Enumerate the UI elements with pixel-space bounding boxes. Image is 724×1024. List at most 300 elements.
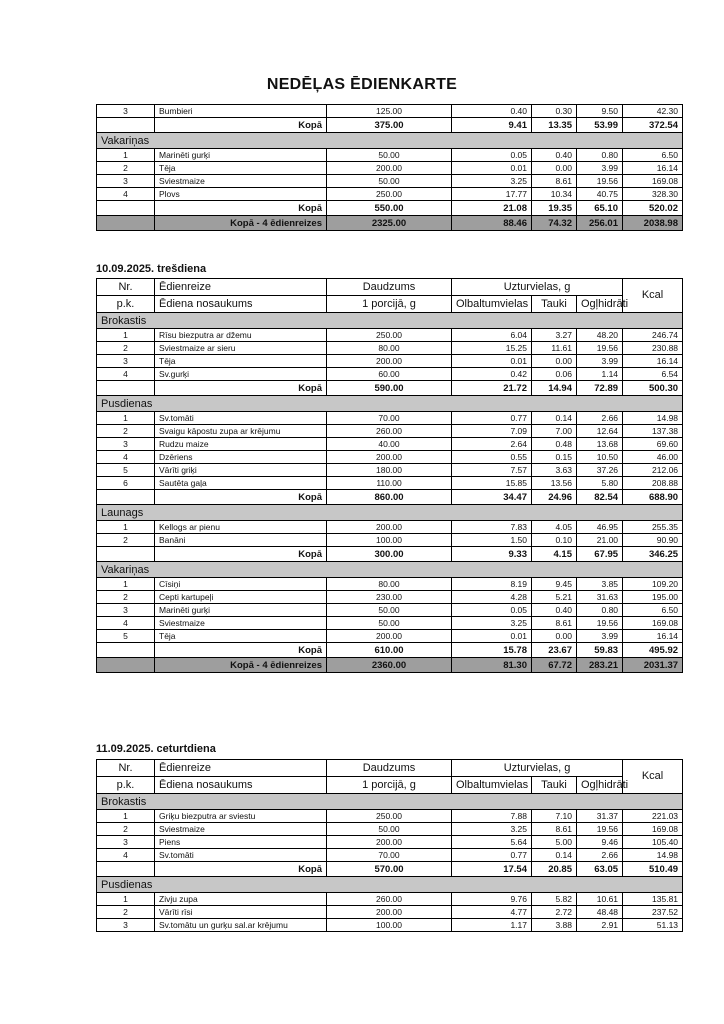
item-protein: 4.77 xyxy=(452,906,532,919)
total-protein: 81.30 xyxy=(452,658,532,673)
item-protein: 7.57 xyxy=(452,464,532,477)
day-heading: 10.09.2025. trešdiena xyxy=(96,263,207,275)
table-row xyxy=(97,149,683,162)
item-carbs: 2.91 xyxy=(577,919,623,932)
item-nr: 5 xyxy=(97,630,155,643)
item-quantity: 60.00 xyxy=(327,368,452,381)
total-row xyxy=(97,118,683,133)
item-name: Zivju zupa xyxy=(155,893,327,906)
menu-table-day xyxy=(96,278,683,673)
item-fat: 0.14 xyxy=(532,849,577,862)
item-fat: 4.05 xyxy=(532,521,577,534)
item-name: Sautēta gaļa xyxy=(155,477,327,490)
item-fat: 0.14 xyxy=(532,412,577,425)
total-kcal: 510.49 xyxy=(623,862,683,877)
header-uzturvielas: Uzturvielas, g xyxy=(452,760,623,777)
item-protein: 17.77 xyxy=(452,188,532,201)
item-quantity: 50.00 xyxy=(327,175,452,188)
total-kcal: 688.90 xyxy=(623,490,683,505)
item-name: Sviestmaize ar sieru xyxy=(155,342,327,355)
item-quantity: 200.00 xyxy=(327,162,452,175)
item-kcal: 221.03 xyxy=(623,810,683,823)
item-nr: 1 xyxy=(97,810,155,823)
item-name: Tēja xyxy=(155,162,327,175)
item-fat: 0.48 xyxy=(532,438,577,451)
total-protein: 15.78 xyxy=(452,643,532,658)
item-nr: 2 xyxy=(97,823,155,836)
meal-section-name: Brokastis xyxy=(97,313,683,329)
header-nr: Nr. xyxy=(97,279,155,296)
total-fat: 19.35 xyxy=(532,201,577,216)
item-kcal: 16.14 xyxy=(623,630,683,643)
item-carbs: 13.68 xyxy=(577,438,623,451)
item-nr: 2 xyxy=(97,906,155,919)
item-kcal: 169.08 xyxy=(623,175,683,188)
item-name: Sv.gurķi xyxy=(155,368,327,381)
item-kcal: 14.98 xyxy=(623,849,683,862)
item-kcal: 212.06 xyxy=(623,464,683,477)
item-quantity: 70.00 xyxy=(327,849,452,862)
item-quantity: 50.00 xyxy=(327,149,452,162)
table-header-row xyxy=(97,777,683,794)
page-title: NEDĒĻAS ĒDIENKARTE xyxy=(266,76,458,93)
item-carbs: 19.56 xyxy=(577,342,623,355)
item-carbs: 31.63 xyxy=(577,591,623,604)
item-name: Banāni xyxy=(155,534,327,547)
item-fat: 0.10 xyxy=(532,534,577,547)
total-quantity: 610.00 xyxy=(327,643,452,658)
item-quantity: 200.00 xyxy=(327,836,452,849)
item-fat: 0.15 xyxy=(532,451,577,464)
item-carbs: 10.61 xyxy=(577,893,623,906)
table-row xyxy=(97,425,683,438)
item-fat: 7.10 xyxy=(532,810,577,823)
table-row xyxy=(97,906,683,919)
item-fat: 3.27 xyxy=(532,329,577,342)
item-name: Piens xyxy=(155,836,327,849)
header-tauki: Tauki xyxy=(532,777,577,794)
item-fat: 13.56 xyxy=(532,477,577,490)
table-header-row xyxy=(97,279,683,296)
total-fat: 74.32 xyxy=(532,216,577,231)
item-nr: 1 xyxy=(97,578,155,591)
item-carbs: 3.99 xyxy=(577,630,623,643)
total-quantity: 375.00 xyxy=(327,118,452,133)
item-protein: 0.01 xyxy=(452,162,532,175)
total-fat: 24.96 xyxy=(532,490,577,505)
item-protein: 3.25 xyxy=(452,617,532,630)
total-spacer xyxy=(97,547,155,562)
item-quantity: 200.00 xyxy=(327,630,452,643)
item-quantity: 250.00 xyxy=(327,810,452,823)
item-carbs: 0.80 xyxy=(577,604,623,617)
total-quantity: 590.00 xyxy=(327,381,452,396)
total-kcal: 346.25 xyxy=(623,547,683,562)
item-fat: 5.21 xyxy=(532,591,577,604)
item-protein: 15.25 xyxy=(452,342,532,355)
item-quantity: 230.00 xyxy=(327,591,452,604)
item-kcal: 6.50 xyxy=(623,604,683,617)
item-quantity: 80.00 xyxy=(327,578,452,591)
header-kcal: Kcal xyxy=(623,760,683,794)
item-quantity: 200.00 xyxy=(327,906,452,919)
item-kcal: 69.60 xyxy=(623,438,683,451)
table-row xyxy=(97,893,683,906)
item-quantity: 200.00 xyxy=(327,521,452,534)
total-protein: 88.46 xyxy=(452,216,532,231)
item-kcal: 137.38 xyxy=(623,425,683,438)
menu-table-day xyxy=(96,759,683,932)
total-row xyxy=(97,201,683,216)
item-fat: 11.61 xyxy=(532,342,577,355)
item-nr: 1 xyxy=(97,329,155,342)
item-quantity: 250.00 xyxy=(327,329,452,342)
total-spacer xyxy=(97,490,155,505)
meal-section-name: Pusdienas xyxy=(97,396,683,412)
item-quantity: 80.00 xyxy=(327,342,452,355)
item-carbs: 1.14 xyxy=(577,368,623,381)
total-protein: 34.47 xyxy=(452,490,532,505)
header-edienreize: Ēdienreize xyxy=(155,279,327,296)
table-row xyxy=(97,919,683,932)
header-porcija: 1 porcijā, g xyxy=(327,777,452,794)
header-oglhidrati: Ogļhidrāti xyxy=(577,296,623,313)
item-fat: 8.61 xyxy=(532,175,577,188)
item-kcal: 16.14 xyxy=(623,355,683,368)
total-fat: 14.94 xyxy=(532,381,577,396)
item-kcal: 42.30 xyxy=(623,105,683,118)
meal-section-row xyxy=(97,133,683,149)
item-quantity: 50.00 xyxy=(327,617,452,630)
total-carbs: 65.10 xyxy=(577,201,623,216)
item-fat: 3.88 xyxy=(532,919,577,932)
total-label: Kopā - 4 ēdienreizes xyxy=(155,658,327,673)
item-quantity: 100.00 xyxy=(327,919,452,932)
grand-total-row xyxy=(97,216,683,231)
meal-section-row xyxy=(97,313,683,329)
item-carbs: 5.80 xyxy=(577,477,623,490)
item-name: Svaigu kāpostu zupa ar krējumu xyxy=(155,425,327,438)
item-nr: 3 xyxy=(97,438,155,451)
item-nr: 5 xyxy=(97,464,155,477)
table-row xyxy=(97,464,683,477)
item-quantity: 180.00 xyxy=(327,464,452,477)
item-carbs: 19.56 xyxy=(577,617,623,630)
item-protein: 6.04 xyxy=(452,329,532,342)
item-name: Sv.tomāti xyxy=(155,849,327,862)
item-quantity: 125.00 xyxy=(327,105,452,118)
item-quantity: 50.00 xyxy=(327,823,452,836)
total-spacer xyxy=(97,216,155,231)
item-fat: 0.30 xyxy=(532,105,577,118)
header-olbaltumvielas: Olbaltumvielas xyxy=(452,777,532,794)
total-carbs: 67.95 xyxy=(577,547,623,562)
item-protein: 8.19 xyxy=(452,578,532,591)
total-spacer xyxy=(97,862,155,877)
total-fat: 20.85 xyxy=(532,862,577,877)
total-protein: 9.41 xyxy=(452,118,532,133)
item-name: Marinēti gurķi xyxy=(155,604,327,617)
item-carbs: 2.66 xyxy=(577,849,623,862)
header-tauki: Tauki xyxy=(532,296,577,313)
item-fat: 7.00 xyxy=(532,425,577,438)
total-row xyxy=(97,490,683,505)
table-row xyxy=(97,617,683,630)
table-row xyxy=(97,329,683,342)
item-quantity: 100.00 xyxy=(327,534,452,547)
item-fat: 0.40 xyxy=(532,604,577,617)
item-quantity: 260.00 xyxy=(327,425,452,438)
item-protein: 9.76 xyxy=(452,893,532,906)
item-name: Tēja xyxy=(155,355,327,368)
item-name: Rīsu biezputra ar džemu xyxy=(155,329,327,342)
total-row xyxy=(97,381,683,396)
total-carbs: 63.05 xyxy=(577,862,623,877)
meal-section-name: Vakariņas xyxy=(97,562,683,578)
item-nr: 2 xyxy=(97,591,155,604)
table-row xyxy=(97,188,683,201)
total-fat: 13.35 xyxy=(532,118,577,133)
item-protein: 4.28 xyxy=(452,591,532,604)
item-name: Griķu biezputra ar sviestu xyxy=(155,810,327,823)
total-spacer xyxy=(97,118,155,133)
table-row xyxy=(97,849,683,862)
item-name: Vārīti rīsi xyxy=(155,906,327,919)
meal-section-name: Brokastis xyxy=(97,794,683,810)
total-label: Kopā xyxy=(155,862,327,877)
item-quantity: 50.00 xyxy=(327,604,452,617)
item-protein: 0.01 xyxy=(452,630,532,643)
item-nr: 2 xyxy=(97,534,155,547)
item-protein: 1.17 xyxy=(452,919,532,932)
total-spacer xyxy=(97,643,155,658)
header-uzturvielas: Uzturvielas, g xyxy=(452,279,623,296)
item-nr: 1 xyxy=(97,521,155,534)
item-quantity: 200.00 xyxy=(327,451,452,464)
meal-section-name: Pusdienas xyxy=(97,877,683,893)
item-protein: 15.85 xyxy=(452,477,532,490)
item-nr: 3 xyxy=(97,919,155,932)
table-row xyxy=(97,823,683,836)
meal-section-row xyxy=(97,562,683,578)
total-carbs: 283.21 xyxy=(577,658,623,673)
total-carbs: 59.83 xyxy=(577,643,623,658)
item-kcal: 6.50 xyxy=(623,149,683,162)
item-quantity: 250.00 xyxy=(327,188,452,201)
item-quantity: 260.00 xyxy=(327,893,452,906)
item-name: Marinēti gurķi xyxy=(155,149,327,162)
item-protein: 0.01 xyxy=(452,355,532,368)
item-carbs: 0.80 xyxy=(577,149,623,162)
header-pk: p.k. xyxy=(97,296,155,313)
meal-section-row xyxy=(97,794,683,810)
header-daudzums: Daudzums xyxy=(327,279,452,296)
total-kcal: 500.30 xyxy=(623,381,683,396)
item-nr: 3 xyxy=(97,355,155,368)
meal-section-name: Vakariņas xyxy=(97,133,683,149)
item-protein: 3.25 xyxy=(452,175,532,188)
item-name: Bumbieri xyxy=(155,105,327,118)
table-header-row xyxy=(97,296,683,313)
meal-section-row xyxy=(97,877,683,893)
total-label: Kopā - 4 ēdienreizes xyxy=(155,216,327,231)
item-protein: 0.05 xyxy=(452,149,532,162)
item-fat: 0.00 xyxy=(532,355,577,368)
item-nr: 2 xyxy=(97,425,155,438)
day-heading: 11.09.2025. ceturtdiena xyxy=(96,743,216,755)
total-label: Kopā xyxy=(155,643,327,658)
table-row xyxy=(97,342,683,355)
item-carbs: 3.99 xyxy=(577,162,623,175)
total-row xyxy=(97,643,683,658)
item-name: Sviestmaize xyxy=(155,617,327,630)
item-protein: 2.64 xyxy=(452,438,532,451)
item-nr: 6 xyxy=(97,477,155,490)
item-kcal: 46.00 xyxy=(623,451,683,464)
item-name: Dzēriens xyxy=(155,451,327,464)
item-name: Sv.tomāti xyxy=(155,412,327,425)
total-spacer xyxy=(97,658,155,673)
item-name: Rudzu maize xyxy=(155,438,327,451)
item-carbs: 10.50 xyxy=(577,451,623,464)
item-name: Tēja xyxy=(155,630,327,643)
header-nr: Nr. xyxy=(97,760,155,777)
total-kcal: 2038.98 xyxy=(623,216,683,231)
item-carbs: 9.46 xyxy=(577,836,623,849)
table-row xyxy=(97,368,683,381)
item-fat: 9.45 xyxy=(532,578,577,591)
total-carbs: 53.99 xyxy=(577,118,623,133)
item-kcal: 16.14 xyxy=(623,162,683,175)
header-nosaukums: Ēdiena nosaukums xyxy=(155,777,327,794)
item-protein: 0.05 xyxy=(452,604,532,617)
item-carbs: 9.50 xyxy=(577,105,623,118)
total-label: Kopā xyxy=(155,547,327,562)
item-kcal: 237.52 xyxy=(623,906,683,919)
item-fat: 2.72 xyxy=(532,906,577,919)
item-name: Sviestmaize xyxy=(155,823,327,836)
item-quantity: 110.00 xyxy=(327,477,452,490)
total-quantity: 2325.00 xyxy=(327,216,452,231)
item-kcal: 109.20 xyxy=(623,578,683,591)
header-olbaltumvielas: Olbaltumvielas xyxy=(452,296,532,313)
table-row xyxy=(97,534,683,547)
item-nr: 1 xyxy=(97,893,155,906)
item-fat: 5.00 xyxy=(532,836,577,849)
table-row xyxy=(97,604,683,617)
item-carbs: 46.95 xyxy=(577,521,623,534)
item-name: Cepti kartupeļi xyxy=(155,591,327,604)
item-protein: 0.55 xyxy=(452,451,532,464)
total-kcal: 2031.37 xyxy=(623,658,683,673)
item-nr: 3 xyxy=(97,175,155,188)
item-name: Vārīti griķi xyxy=(155,464,327,477)
table-row xyxy=(97,477,683,490)
item-name: Kellogs ar pienu xyxy=(155,521,327,534)
item-carbs: 48.48 xyxy=(577,906,623,919)
total-label: Kopā xyxy=(155,490,327,505)
item-carbs: 31.37 xyxy=(577,810,623,823)
item-quantity: 70.00 xyxy=(327,412,452,425)
item-kcal: 208.88 xyxy=(623,477,683,490)
item-fat: 3.63 xyxy=(532,464,577,477)
item-fat: 5.82 xyxy=(532,893,577,906)
total-row xyxy=(97,862,683,877)
item-kcal: 14.98 xyxy=(623,412,683,425)
item-protein: 0.77 xyxy=(452,849,532,862)
item-nr: 4 xyxy=(97,368,155,381)
item-protein: 1.50 xyxy=(452,534,532,547)
item-kcal: 328.30 xyxy=(623,188,683,201)
total-carbs: 72.89 xyxy=(577,381,623,396)
item-kcal: 230.88 xyxy=(623,342,683,355)
item-kcal: 195.00 xyxy=(623,591,683,604)
table-row xyxy=(97,412,683,425)
item-fat: 8.61 xyxy=(532,617,577,630)
header-kcal: Kcal xyxy=(623,279,683,313)
meal-section-row xyxy=(97,505,683,521)
header-nosaukums: Ēdiena nosaukums xyxy=(155,296,327,313)
menu-table-previous-day xyxy=(96,104,683,231)
total-carbs: 82.54 xyxy=(577,490,623,505)
item-nr: 1 xyxy=(97,149,155,162)
item-kcal: 169.08 xyxy=(623,617,683,630)
item-kcal: 90.90 xyxy=(623,534,683,547)
item-fat: 0.06 xyxy=(532,368,577,381)
total-fat: 4.15 xyxy=(532,547,577,562)
item-kcal: 6.54 xyxy=(623,368,683,381)
table-row xyxy=(97,105,683,118)
header-pk: p.k. xyxy=(97,777,155,794)
item-carbs: 37.26 xyxy=(577,464,623,477)
item-carbs: 3.99 xyxy=(577,355,623,368)
item-fat: 0.00 xyxy=(532,162,577,175)
total-kcal: 372.54 xyxy=(623,118,683,133)
total-label: Kopā xyxy=(155,201,327,216)
item-carbs: 19.56 xyxy=(577,823,623,836)
header-oglhidrati: Ogļhidrāti xyxy=(577,777,623,794)
total-spacer xyxy=(97,201,155,216)
table-row xyxy=(97,836,683,849)
item-kcal: 135.81 xyxy=(623,893,683,906)
item-kcal: 246.74 xyxy=(623,329,683,342)
table-row xyxy=(97,438,683,451)
item-kcal: 169.08 xyxy=(623,823,683,836)
item-carbs: 3.85 xyxy=(577,578,623,591)
table-row xyxy=(97,630,683,643)
item-carbs: 12.64 xyxy=(577,425,623,438)
item-nr: 1 xyxy=(97,412,155,425)
total-quantity: 2360.00 xyxy=(327,658,452,673)
total-quantity: 860.00 xyxy=(327,490,452,505)
header-edienreize: Ēdienreize xyxy=(155,760,327,777)
item-name: Sv.tomātu un gurķu sal.ar krējumu xyxy=(155,919,327,932)
total-kcal: 495.92 xyxy=(623,643,683,658)
item-nr: 3 xyxy=(97,105,155,118)
total-fat: 67.72 xyxy=(532,658,577,673)
item-nr: 2 xyxy=(97,162,155,175)
total-protein: 9.33 xyxy=(452,547,532,562)
total-row xyxy=(97,547,683,562)
item-carbs: 21.00 xyxy=(577,534,623,547)
total-quantity: 570.00 xyxy=(327,862,452,877)
item-carbs: 19.56 xyxy=(577,175,623,188)
item-protein: 5.64 xyxy=(452,836,532,849)
header-daudzums: Daudzums xyxy=(327,760,452,777)
table-row xyxy=(97,591,683,604)
item-protein: 7.83 xyxy=(452,521,532,534)
total-protein: 21.72 xyxy=(452,381,532,396)
